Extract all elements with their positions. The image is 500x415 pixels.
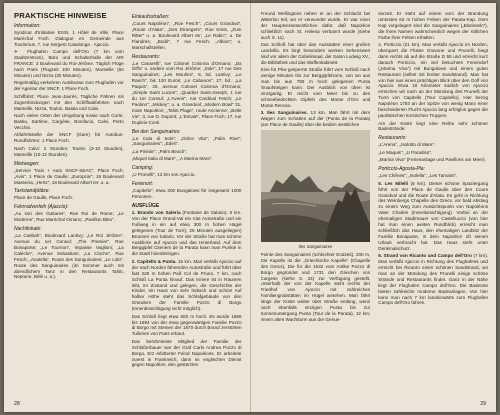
section-paragraph: „Miquel Italia di Mare“, „A Marina Mare“.: [131, 156, 213, 162]
section-paragraph: „Service Train + Auto SNCF-SEAC“, Place Foch; „Avis“, 1 Place de Gaulle; „Europcar“, 16 Boulevard Masseria; „Hertz“, 18 Boulevard Albert Ier. u. a.: [14, 167, 124, 185]
tour-5: [378, 181, 488, 252]
section-paragraph: „Le Maquis“, „U Paradiso“.: [378, 149, 433, 155]
section-paragraph: „U Prunelli“, 12 km von Ajaccio.: [131, 172, 196, 178]
body-paragraph: 4. Porticcio (21 km). Man verläßt Ajaccio im Norden, überquert die Flüsse Gravone und Prunelli, biegt dann rechts ab auf die Straße D 55 und erreicht kurz danach Porticcio, ein viel besuchtes Feriendorf („Marina Viva“) mit Bungalows und einem guten Restaurant (selbst mit breiter Sandstrand). Man hat von hier aus einen prächtigen Blick über den Golf von Ajaccio. Etwa 18 Kilometer südlich von Ajaccio erreichen wir nach an der Mündung des Prunelli der Turm von Capitello (Tour Capitello). Hier bezog Napoléon 1793 an der Spitze von wenig Mann einer bescheidenen Flucht Ajaccio lang erfolglos gegen die paolistischen korsischen Truppen.: [378, 42, 488, 118]
tour-5-text: (8 km). Dieser schöne Spaziergang führt von der Place de Gaulle über den Cours Grandval und die Route d'Alata. Es geht in Richtung des Weinbergs Chapelle des Grecs, vor bald Abstieg zu einem Weg zum Aussichtspunkt von Napoléons Vater Charles (Innenbesichtigung). Vorbei an der ehemaligen Stadtmauer von Castelluccio (von hier hat man einen weiten Rundblick) erreicht man schließlich das Haus, den ehemaligen Landsitz der Familie Bonaparte, in dem Napoléon oft seinen Urlaub verbracht hat. Das Haus steht unter Denkmalschutz.: [378, 180, 488, 251]
tour-text: (Fontaine de Salario). 5 km. Von der Place Grand-Val ein rote Autostraße und ein Fußweg in ein auf etwa 300 m hohen Hügel gelegenen (Tour de Turri), 25 Minuten ausgeliegen) Brunnen von Salario. Vor der Straße hat man schöne Ausblicke auf Ajaccio und das Hinterland. Auf dem Berggipfel Citenem de la Parata kann man Punkte in die Stadt hineinbringen.: [131, 210, 242, 257]
section-paragraph: Schiffahrt: Place Jean-Jaurès, Tägliche Fähren mit Zugverbindungen mit den Schiffsabfahrten nach Marseille, Nizza, Toulon. Bastia und Calvi.: [14, 93, 124, 111]
tour-3-title: 3. Iles Sanguinaires.: [260, 110, 308, 116]
body-paragraph: Pointe des Sanguinaires (schlechter Endzeit), 200 m, Die Kapelle ist die „Griechische Kapelle“ (Chapelle des Grecs), Die für die 1632 vom Antike Pozzo di Borgo gegründet und 1731 den Griechen von Cargese (siehe S. 34) zur Verfügung gestellt. Unterhalb der von der Kapelle steht rechts der Friedhof von Ajaccio mit zahlreichen Familiengrabstätten im Hügel ansehen. Man fährt längs der Küste weiter über Straße entlang, wenn nach ebenfalls einzigen Punta bis zur Sonnenuntergang Punta (Tour de la Parata), 12 km; einem alten Wachtturm aus der Genue-: [260, 251, 371, 322]
section-heading: Mietwagen:: [14, 160, 40, 167]
right-column-2: [378, 11, 488, 394]
section-paragraph: Place de Gaulle, Place Foch.: [14, 195, 74, 201]
left-column-1: [14, 11, 124, 394]
tour-paragraph: [132, 259, 242, 312]
section-paragraph: „La Pinède“; „Palm Beach“.: [131, 148, 188, 154]
right-page: [251, 3, 497, 412]
left-page: [4, 3, 251, 412]
section-paragraph: Nach vielen Orten der Umgebung sowie nach Corte, Bastia, Sartène, Cargèse, Bonifacio, Calvi, Porto Vecchio.: [14, 113, 124, 130]
tour-paragraph: [132, 210, 242, 257]
section-heading: Restaurants:: [131, 53, 161, 60]
photo-caption: Iles Sanguinaires: [298, 244, 333, 249]
section-heading: Fahrradverleih (Ajaccio):: [14, 204, 69, 211]
section-paragraph: Nach Calvi: 2 Stunden; Toulon (3-10 Stunden), Marseille (10-12 Stunden).: [14, 145, 124, 157]
tour-6-text: (7 km). Man verläßt Ajaccio in Richtung des Flughafens und erreicht bei Ricanto einen schönen Sandstrand, wo man an der Mündung des Prunelli einige schöne Strände und Restaurants findet. Ganz in der Nähe liegt der Flughafen Campo dell'Oro. Die Badeorte bieten zahlreiche moderne Badeanlagen. Von hier kann man nach 7 km landeinwärts zum Flughafen Campo dell'Oro fahren.: [378, 253, 488, 306]
section-paragraph: „Le Canarelli“, rue Colonel Colonna d'Ornano; „Da Giffo“ u. andere vom Roi Jérôme; „Sole“, 17 rue Des Sanguinaires; „Les Moulins“, 8, bd. Lantivy; „Le Ranch“, bis 120 Euros; „Le Cabanon“, 27, bd.; „La Paquis“, 25, avenue Colonel Colonna d'Ornano; „Simple Saint Lucien“; „Quartier Saint-Joseph, 1 rue du 1er Consul; „L'Avenir“, rue Cardinal Fesch; „Le Paolino“; „Mickey“; u. a. Grandval; „Modern Bowl“ 31, route Napoléon; „Tahiti Plage“, route Ancienne; „Belle Vie“, 3, rue D. Dupont; „L'Escale“, Place Foch; 17, rue Dupleix-Conti.: [131, 60, 242, 125]
sanguinaires-photo: [261, 130, 371, 242]
tour-3-text: 13 km. Man fährt mit dem Wagen zum Schatten auf der (Punta de la Parata) (am Place de Gaulle) über die beiden westlichen: [260, 110, 371, 128]
section-heading: Porticcio-Agosta-Pla:: [378, 166, 425, 173]
section-paragraph: „L'Arena“, „Isolotto di Mare“.: [378, 142, 436, 148]
tour-6: [378, 253, 488, 306]
body-paragraph: serzeit. Er steht auf einem vom der Brandung umtosten 63 m hohen Felsen der Parata-Kap. Dem Kap vorgelagert sind die Sanguinaires („Blutinseln“), die ihren Namen wahrscheinlich wegen der rötlichen Farbe ihrer Felsen erhalten.: [378, 11, 488, 40]
tour-3: [261, 110, 371, 128]
book-spread: [4, 3, 496, 412]
section-heading: Bei den Sanguinaires:: [131, 128, 181, 135]
section-paragraph: Regelmäßig verkehren Autobusse zum Flughafen vor der Agentur der SNCF, 1 Place Foch.: [14, 80, 124, 92]
tours-heading: AUSFLÜGE: [131, 203, 160, 210]
page-number-left: 28: [14, 401, 20, 407]
tour-text: Das Schloß liegt etwa 600 m hoch. Es wurde 1886 bis 1894 von der etwa gegenwärtigen Familie Pozzo di Borgo mit Steinen der 1870 durch Brand zerstörten Tuilerien von Paris erbaut.: [131, 313, 242, 337]
tour-text: Das berühmteste Mitglied der Familie der Schloßerbauer war der Graf Carlo Andrea Pozzo di Borgo, Erz erbitterter Feind Napoléons. Er arbeitete zuerst in Frankreich, dann im englischen Dienst gegen Napoléon, den gestürzten: [131, 338, 242, 368]
section-heading: Camping:: [131, 165, 154, 172]
right-column-1: [261, 11, 371, 394]
section-paragraph: ✈ Flughafen Campo dell'Oro (7 km vom Stadtzentrum). Büro und Schalterhalle der AIR FRANCE: 3 Boulevard du Roi-Jérôme. Täglich Flüge nach Paris (Flugzeit 100 Minuten), Marseille (50 Minuten) und Nizza (30 Minuten).: [14, 49, 124, 78]
section-paragraph: „Marina Viva“ (Ferienanlage und Pavillons am Meer).: [378, 157, 486, 163]
section-paragraph: „La Casbah“, Boulevard Lantivy; „Le Roi Jérôme“, Avenue du 1er Consul; „The Premier“, Rue Bonaparte; „Le Tournon“, Impasse Vaglioni; „La Calèche“, Avenue Sebastiani; „La Cloche“, Rue Fesch; „Anatella“, Route des Sanguinaires; „Le Lido“. Route des Sanguinaires (im Sommer auch mit abendlichem Tanz in den Restaurants Tahiti, Neptune, Bélé u. a.).: [14, 233, 124, 280]
body-paragraph: Eine für Pkw gesperrte Straße führt vom Schloß nach wenige Minuten bis zur Berggipfelzone, von wo aus man bis aus 780 m hoch gelegenen Punta hinaufsteigen kann. Der Ausblick von oben ist einzigartig. Er reicht vom Meer bis zu den schneebedeckten Gipfeln des Monte d'Oro und Monte Renoso.: [260, 67, 371, 108]
left-column-2: [132, 11, 242, 394]
section-heading: Information:: [14, 23, 41, 29]
tour-text: 15 km. Man verläßt Ajaccio auf der nach Norden führenden Autostraße und führt über fast 228 m hohen Paß Col de Pruno, 7 km, nach Schloß La Punta hinauf. Das Innere ist in Räumen lebt, im Zustand und gelegen, die Geschichte der Kinder, ein Haus von sehr hübsch und schön! Auf halber Höhe steht das Schlafgebäude von den Gründern der Familie Pozzo di Borgo (Innenbesichtigung nicht möglich).: [131, 258, 242, 312]
tour-title: 2. Capitello & Punta.: [131, 258, 177, 264]
section-paragraph: „Le Cala di Sole“; „Dolce Vita“; „Palm Rive“; „Sanguinaires“; „Eden“.: [131, 135, 242, 147]
section-paragraph: „Cours Napoléon“, „Rue Fesch“; „Cours Grandval“, „Route d'Alata“, „Des Etrangers“, Rue Kreis, „Zum Ritter“ u. a. Boulevard Albert Ier; „Le Rabic“; u. De Flandres; „Bodé“, 7 rue Fesch; „Albion“; u. Marschallstellen.: [131, 21, 242, 50]
page-heading: PRAKTISCHE HINWEISE: [14, 11, 107, 20]
section-paragraph: „Capitello“, etwa 300 Bungalows für insgesamt 1000 Personen.: [131, 188, 242, 200]
body-paragraph: Freund Wellingtons neben er an der Schlacht bei Waterloo teil, wo er verwundet wurde. Er war einer der Hauptverantwortlichen dafür, daß Napoléon schließlich nach St. Helena verbannt wurde (siehe auch S. 11).: [260, 11, 371, 40]
section-heading: Nachtlokale:: [14, 226, 42, 233]
body-paragraph: Am der Küste liegt eine Reihe sehr schöner Badestrände:: [378, 120, 488, 132]
section-paragraph: „Au son des Guitares“, Rue Roi de Rome; „Le Moderne“, Rue Maréchal Ornano; „Pavillon Bleu“.: [14, 211, 124, 223]
section-heading: Taxistandplätze:: [14, 188, 50, 195]
section-paragraph: „Les Chênes“; „Isolella“; „Les Tamaris“.: [378, 173, 458, 179]
body-paragraph: Das Schloß hat über das Ausstatten einer großen Landvilla. Es birgt besonders werken Sehenswert sind vor allem der Gobelinsaal, der Salon Ludwig XV., die Bibliothek und das Waffenkabinett.: [260, 42, 371, 65]
tour-6-title: 6. Strand von Ricanto und Campo dell'Oro: [378, 253, 472, 259]
tour-5-title: 5. Les Milelli: [378, 180, 408, 186]
section-heading: Restaurants:: [378, 135, 407, 142]
tour-paragraph: [132, 339, 242, 369]
section-heading: Einkaufsstraßen:: [131, 14, 170, 20]
tour-paragraph: [132, 314, 242, 338]
tour-title: 1. Brando von Saleria: [131, 210, 181, 216]
section-heading: Ferienort:: [131, 181, 154, 188]
section-paragraph: Abfahrtsstelle der SNCF (Gare) für Autobus-Rundfahrten: 1 Place Foch.: [14, 132, 124, 144]
page-number-right: 29: [480, 401, 486, 407]
section-paragraph: Syndicat d'Initiative ESSI, 1 Hôtel de Ville, Place Maréchal Foch. Dialogue en Gemeinde aus Tourismus. 7, rue Sergent Casalonga · Ajaccio.: [14, 30, 124, 47]
